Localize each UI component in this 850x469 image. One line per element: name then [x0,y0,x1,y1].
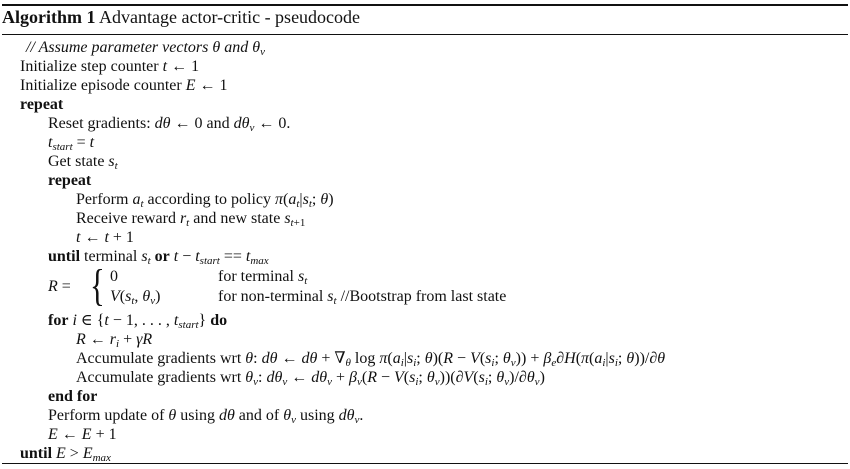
case-nonterminal-text: for non-terminal [218,288,328,305]
algorithm-caption [2,7,360,28]
receive-reward-text: Receive reward [76,210,180,227]
accumulate-value-text: Accumulate gradients wrt [76,369,246,386]
update-text-d: using [295,407,339,424]
accumulate-policy-text: Accumulate gradients wrt [76,350,246,367]
line-return-update: R ← $r_i + \gamma R$ [76,331,153,350]
keyword-do: do [210,312,228,329]
comment-subscript: v [260,46,265,58]
line-accumulate-policy: Accumulate gradients wrt θ: dθ ← $d\theta + \nabla_\theta$ $\log \pi(a_i|s_i$; $\theta)(R - V(s_i$; $\theta_v)) + \beta_e\partial H(\pi(a_i|s_i$; θ))/∂θ [76,350,666,369]
line-receive-reward: Receive reward $r_t$ and new state $s_{t+1}$ [76,210,306,229]
line-increment-episode: E ← E + 1 [48,426,117,443]
keyword-or: or [154,248,170,265]
line-tstart: $t_{start} = t$ [48,134,95,153]
case-value-function: $V(s_t$, $\theta_v$) [110,288,161,307]
algorithm-label: Algorithm 1 [2,7,96,27]
keyword-repeat-inner: repeat [48,172,92,189]
update-text-b: using [176,407,219,424]
line-get-state: Get state $s_t$ [48,153,118,172]
init-episode-text: Initialize episode counter [20,77,186,94]
line-reset-gradients: Reset gradients: dθ ← 0 and $d\theta_v$ ← 0. [48,115,291,134]
bootstrap-comment: //Bootstrap from last state [336,288,507,305]
line-r-assign: R = [48,278,71,295]
line-increment-t: t ← t + 1 [76,229,134,246]
keyword-until: until [48,248,81,265]
reset-gradients-text: Reset gradients: [48,115,155,132]
line-until-emax: until $E > E_{max}$ [20,445,111,464]
comment-text: // Assume parameter vectors θ and θ [26,39,261,56]
line-init-episode: Initialize episode counter E ← 1 [20,77,228,94]
case-terminal: for terminal $s_t$ [218,268,308,287]
get-state-text: Get state [48,153,109,170]
cases-brace: { [90,261,105,310]
case-nonterminal: for non-terminal $s_t$ //Bootstrap from last state [218,288,507,307]
bottom-rule [2,463,848,464]
update-text-c: and of [234,407,284,424]
line-for-loop: for i ∈ {t − 1, . . . , $t_{start}$} do [48,312,228,331]
caption-rule [2,34,848,35]
case-terminal-value: 0 [110,268,118,285]
policy-text: according to policy [143,191,276,208]
keyword-until-outer: until [20,445,53,462]
perform-text: Perform [76,191,133,208]
keyword-repeat-outer: repeat [20,96,64,113]
until-terminal-text: terminal [80,248,142,265]
algorithm-title: Advantage actor-critic - pseudocode [99,7,361,27]
line-until-terminal: until terminal $s_t$ or $t - t_{start} == t_{max}$ [48,248,269,267]
case-terminal-text: for terminal [218,268,298,285]
init-step-text: Initialize step counter [20,58,163,75]
line-accumulate-value: Accumulate gradients wrt $\theta_v$: $d\theta_v$ ← $d\theta_v + \beta_v(R - V(s_i$; $\theta_v))(\partial V(s_i$; $\theta_v)/\partial\theta_v$) [76,369,545,388]
line-comment [26,38,265,57]
line-perform-action: Perform $a_t$ according to policy $\pi(a_t|s_t$; θ) [76,191,334,210]
update-text-a: Perform update of [48,407,169,424]
keyword-end-for: end for [48,388,98,405]
line-perform-update: Perform update of θ using dθ and of $\theta_v$ using $d\theta_v$. [48,407,364,426]
new-state-text: and new state [189,210,285,227]
keyword-for: for [48,312,69,329]
algorithm-box [2,4,848,466]
top-rule [2,4,848,6]
line-init-step: Initialize step counter t ← 1 [20,58,200,75]
